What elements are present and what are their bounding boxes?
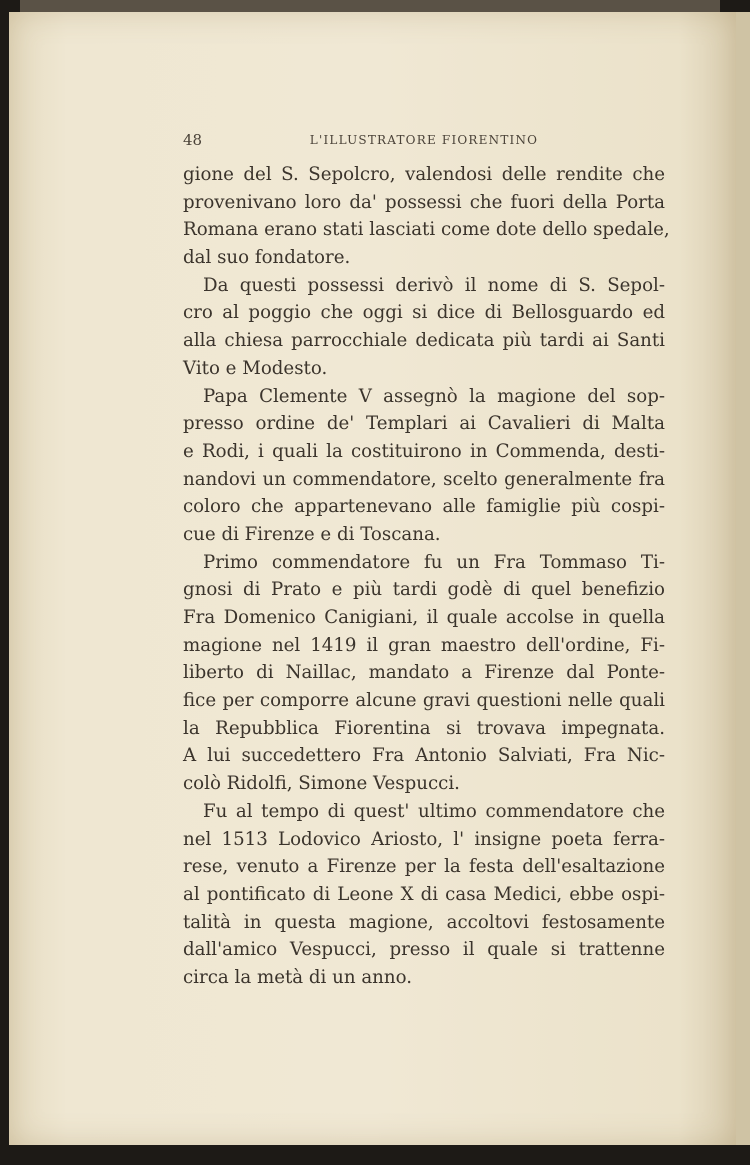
page-number: 48 bbox=[183, 131, 203, 149]
text-line: provenivano loro da' possessi che fuori della Porta bbox=[183, 191, 665, 213]
text-line: gione del S. Sepolcro, valendosi delle rendite che bbox=[183, 164, 665, 185]
text-line: A lui succedettero Fra Antonio Salviati, Fra Nic- bbox=[183, 745, 665, 767]
text-line: Fra Domenico Canigiani, il quale accolse in quella bbox=[183, 607, 665, 628]
page-header bbox=[183, 131, 665, 151]
text-line: Primo commendatore fu un Fra Tommaso Ti- bbox=[203, 551, 665, 573]
paragraph bbox=[183, 383, 665, 549]
text-line: dall'amico Vespucci, presso il quale si trattenne bbox=[183, 939, 665, 961]
running-title: L'ILLUSTRATORE FIORENTINO bbox=[309, 133, 539, 147]
paragraph bbox=[183, 549, 665, 798]
text-line: nandovi un commendatore, scelto generalmente fra bbox=[183, 468, 665, 490]
text-line: Papa Clemente V assegnò la magione del sop- bbox=[203, 385, 665, 407]
text-line: Fu al tempo di quest' ultimo commendatore che bbox=[203, 800, 665, 822]
text-line: nel 1513 Lodovico Ariosto, l' insigne poeta ferra- bbox=[183, 828, 665, 850]
paragraph bbox=[183, 798, 665, 992]
text-line: la Repubblica Fiorentina si trovava impegnata. bbox=[183, 717, 665, 739]
text-line: liberto di Naillac, mandato a Firenze dal Ponte- bbox=[183, 662, 665, 684]
text-line: rese, venuto a Firenze per la festa dell'esaltazione bbox=[183, 856, 665, 878]
text-line: Da questi possessi derivò il nome di S. Sepol- bbox=[203, 274, 665, 296]
text-line: gnosi di Prato e più tardi godè di quel benefizio bbox=[183, 579, 665, 601]
text-line: Romana erano stati lasciati come dote dello spedale, bbox=[183, 219, 670, 241]
text-line: dal suo fondatore. bbox=[183, 247, 351, 269]
body-text bbox=[183, 161, 670, 992]
paragraph bbox=[183, 272, 665, 383]
paragraph bbox=[183, 161, 670, 272]
text-line: talità in questa magione, accoltovi festosamente bbox=[183, 911, 665, 933]
page-edge bbox=[736, 12, 750, 1145]
text-line: colò Ridolfi, Simone Vespucci. bbox=[183, 773, 460, 795]
text-line: magione nel 1419 il gran maestro dell'ordine, Fi- bbox=[183, 634, 665, 656]
text-line: presso ordine de' Templari ai Cavalieri di Malta bbox=[183, 413, 665, 435]
text-line: circa la metà di un anno. bbox=[183, 966, 413, 988]
text-line: alla chiesa parrocchiale dedicata più tardi ai Santi bbox=[183, 330, 665, 352]
text-line: coloro che appartenevano alle famiglie più cospi- bbox=[183, 496, 665, 518]
scanner-edge bbox=[20, 0, 720, 12]
text-line: cue di Firenze e di Toscana. bbox=[183, 523, 441, 545]
text-line: al pontificato di Leone X di casa Medici, ebbe ospi- bbox=[183, 883, 665, 905]
text-line: Vito e Modesto. bbox=[183, 357, 328, 379]
text-line: cro al poggio che oggi si dice di Bellosguardo ed bbox=[183, 302, 665, 324]
text-line: e Rodi, i quali la costituirono in Commenda, desti- bbox=[183, 440, 665, 462]
text-line: fice per comporre alcune gravi questioni nelle quali bbox=[183, 690, 665, 712]
